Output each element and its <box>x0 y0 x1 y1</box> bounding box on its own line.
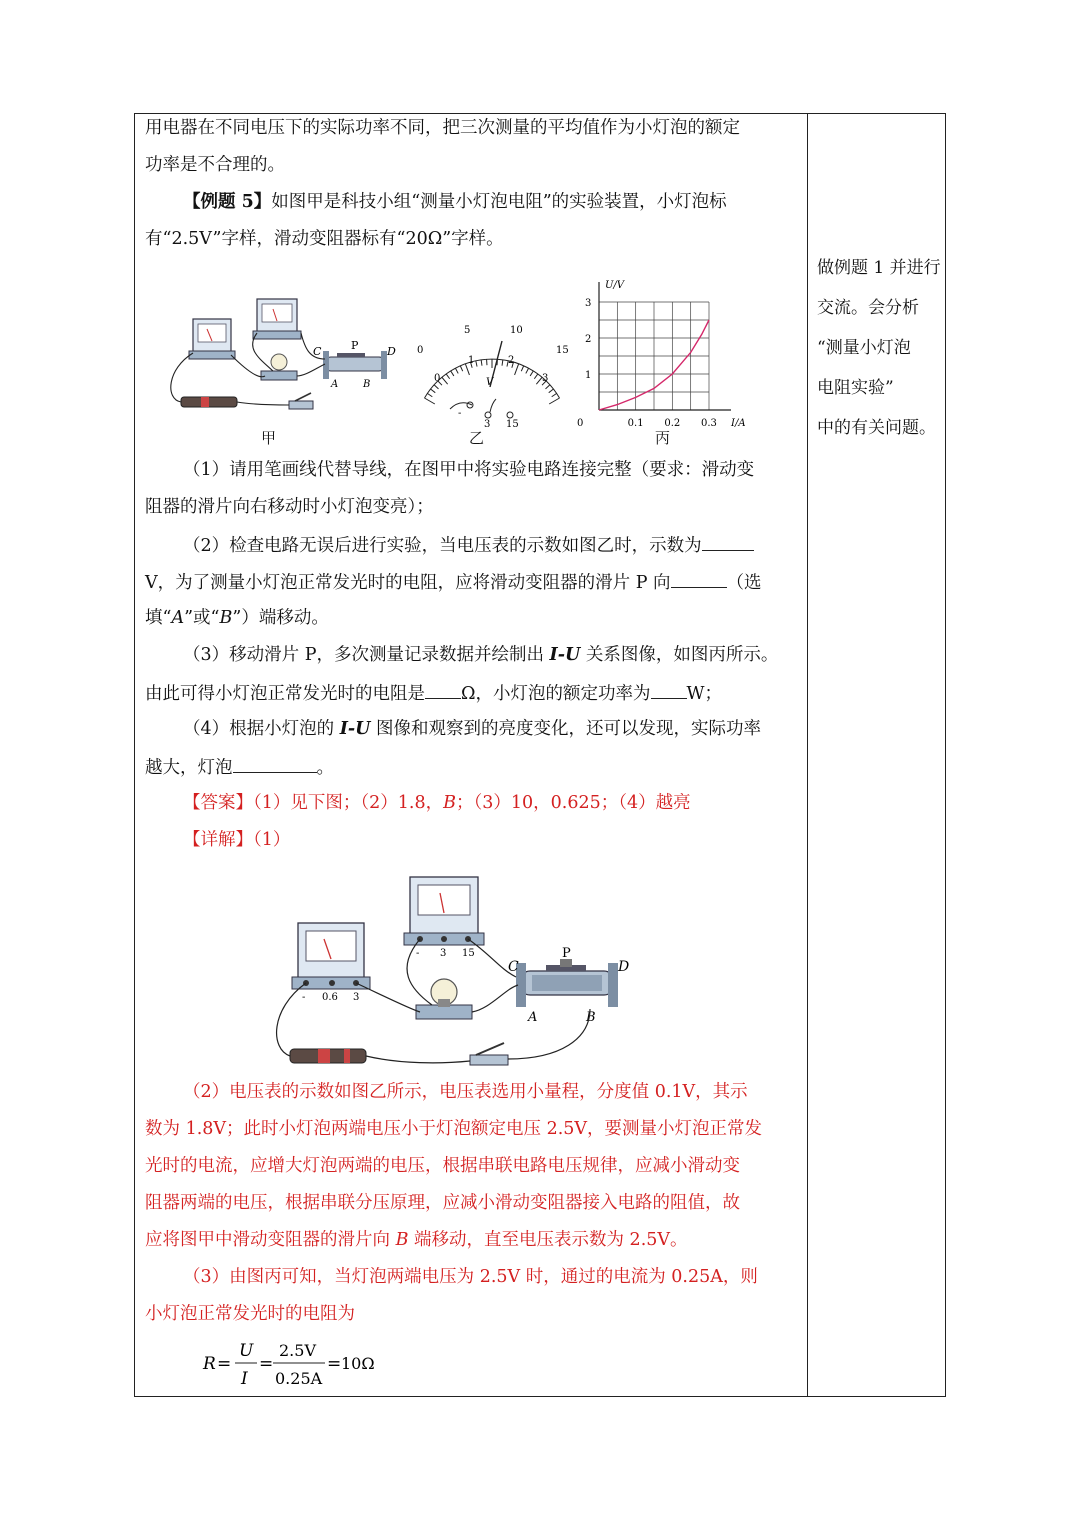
wire <box>297 364 325 376</box>
y-tick-label: 2 <box>585 334 592 345</box>
battery-icon <box>181 397 237 407</box>
label-c: C <box>313 345 322 358</box>
dial-tick <box>431 389 436 393</box>
content-table <box>134 113 946 1397</box>
text-span: （2）检查电路无误后进行实验，当电压表的示数如图乙时，示数为 <box>183 536 702 556</box>
answer-line <box>183 791 691 815</box>
dial-tick <box>549 398 559 404</box>
text-span: （4）根据小灯泡的 <box>183 719 340 739</box>
ammeter-terminal: 0.6 <box>322 992 338 1003</box>
text-span: Ω，小灯泡的额定功率为 <box>461 684 651 704</box>
text-span: 端移动，直至电压表示数为 2.5V。 <box>408 1230 688 1250</box>
text-span: A <box>171 608 185 628</box>
label-p: P <box>562 946 571 961</box>
text-span: （1）见下图；（2）1.8， <box>253 793 444 813</box>
answer-blank[interactable] <box>702 532 754 551</box>
label-c: C <box>508 959 519 975</box>
dial-tick <box>549 389 554 393</box>
explain-3-line: （3）由图丙可知，当灯泡两端电压为 2.5V 时，通过的电流为 0.25A，则 <box>183 1267 758 1287</box>
dial-tick <box>515 364 519 375</box>
dial-tick <box>434 385 438 389</box>
wire <box>171 353 193 402</box>
dial-tick <box>526 368 529 373</box>
formula-i: I <box>241 1369 248 1389</box>
side-line: 中的有关问题。 <box>817 418 936 438</box>
voltmeter-icon <box>253 299 301 339</box>
y-tick-label: 3 <box>585 298 592 309</box>
dial-tick <box>546 385 550 389</box>
dial-tick <box>534 374 538 379</box>
dial-tick <box>455 368 458 373</box>
label-a: A <box>331 379 339 390</box>
bulb-icon <box>261 354 297 380</box>
top-scale-0: 0 <box>417 345 424 356</box>
ammeter-terminal: - <box>302 992 306 1003</box>
ammeter-icon <box>292 923 370 989</box>
dial-tick <box>451 371 454 376</box>
text-span: 应将图甲中滑动变阻器的滑片向 <box>145 1230 396 1250</box>
formula-result: 10Ω <box>341 1354 375 1373</box>
answer-blank[interactable] <box>425 680 461 699</box>
explain-2-line: 阻器两端的电压，根据串联分压原理，应减小滑动变阻器接入电路的阻值，故 <box>145 1193 740 1213</box>
iu-chart-bing <box>575 262 765 432</box>
y-tick-label: 1 <box>585 370 592 381</box>
dial-tick <box>521 366 523 371</box>
label-b: B <box>363 379 371 390</box>
question-4 <box>183 717 761 741</box>
example-heading <box>183 190 727 214</box>
wire <box>508 1009 590 1059</box>
text-line <box>145 569 762 595</box>
switch-icon <box>289 393 313 409</box>
dial-tick <box>502 360 503 366</box>
voltmeter-icon <box>404 877 484 945</box>
dial-tick <box>530 371 533 376</box>
explain-2-line <box>145 1228 688 1252</box>
dial-tick <box>427 393 432 396</box>
y-axis-label: U/V <box>605 280 625 291</box>
chart-grid <box>599 302 709 410</box>
dial-tick <box>476 361 477 367</box>
text-span: I-U <box>549 645 581 665</box>
terminal-3: 3 <box>484 419 491 429</box>
text-span: ；（3）10，0.625；（4）越亮 <box>455 793 691 813</box>
x-tick-label: 0.1 <box>627 418 644 429</box>
text-span: 由此可得小灯泡正常发光时的电阻是 <box>145 684 425 704</box>
side-line: 做例题 1 并进行 <box>817 258 941 278</box>
terminal-circle <box>485 412 491 418</box>
text-span: W； <box>686 684 723 704</box>
side-line: “测量小灯泡 <box>817 338 911 358</box>
label-d: D <box>387 345 396 358</box>
text-span: B <box>219 608 233 628</box>
answer-tag: 【答案】 <box>183 793 253 813</box>
text-line: 功率是不合理的。 <box>145 155 285 175</box>
dial-tick <box>442 377 448 384</box>
dial-tick <box>460 366 462 371</box>
text-span: 关系图像，如图丙所示。 <box>580 645 779 665</box>
question-3 <box>183 643 778 667</box>
answer-blank[interactable] <box>233 754 317 773</box>
text-line <box>145 754 334 780</box>
example-tag: 【例题 5】 <box>183 192 272 212</box>
bottom-scale-1: 1 <box>468 355 475 366</box>
dial-tick <box>424 398 434 404</box>
ammeter-terminal: 3 <box>353 992 360 1003</box>
text-span: V，为了测量小灯泡正常发光时的电阻，应将滑动变阻器的滑片 P 向 <box>145 573 671 593</box>
completed-circuit-figure <box>260 859 630 1071</box>
text-span: 。 <box>316 758 334 778</box>
x-tick-label: 0.3 <box>701 418 717 429</box>
rheostat-icon <box>516 959 618 1007</box>
text-span: （3）移动滑片 P，多次测量记录数据并绘制出 <box>183 645 550 665</box>
text-span: 越大，灯泡 <box>145 758 233 778</box>
explain-2-line: 数为 1.8V；此时小灯泡两端电压小于灯泡额定电压 2.5V，要测量小灯泡正常发 <box>145 1119 763 1139</box>
formula-eq: = <box>259 1354 274 1374</box>
text-span: （选 <box>726 573 762 593</box>
explain-2-line: （2）电压表的示数如图乙所示，电压表选用小量程，分度值 0.1V，其示 <box>183 1082 748 1102</box>
column-divider <box>807 114 808 1396</box>
detail-tag: 【详解】 <box>183 830 253 850</box>
x-axis-label: I/A <box>731 418 746 429</box>
text-span: I-U <box>339 719 371 739</box>
meter-unit: V <box>486 377 494 388</box>
dial-tick <box>552 393 557 396</box>
text-line <box>145 606 329 630</box>
figure-label-jia: 甲 <box>261 429 277 447</box>
text-span: （1） <box>253 830 291 850</box>
text-line: 有“2.5V”字样，滑动变阻器标有“20Ω”字样。 <box>145 229 504 249</box>
bottom-scale-3: 3 <box>542 373 549 384</box>
meter-wire <box>490 399 496 412</box>
side-line: 电阻实验” <box>817 378 894 398</box>
formula-den: 0.25A <box>275 1369 323 1388</box>
side-line: 交流。会分析 <box>817 298 919 318</box>
top-scale-15: 15 <box>556 345 569 356</box>
voltmeter-dial-yi <box>410 319 575 429</box>
battery-icon <box>290 1049 366 1063</box>
explain-2-line: 光时的电流，应增大灯泡两端的电压，根据串联电路电压规律，应减小滑动变 <box>145 1156 740 1176</box>
ammeter-icon <box>189 319 235 359</box>
figure-label-yi: 乙 <box>469 429 485 447</box>
text-line: 阻器的滑片向右移动时小灯泡变亮）； <box>145 497 434 517</box>
top-scale-5: 5 <box>464 325 471 336</box>
terminal-minus: - <box>458 408 462 419</box>
example-text: 如图甲是科技小组“测量小灯泡电阻”的实验装置，小灯泡标 <box>271 192 727 212</box>
resistance-formula <box>201 1336 401 1394</box>
text-line: 用电器在不同电压下的实际功率不同，把三次测量的平均值作为小灯泡的额定 <box>145 118 740 138</box>
x-tick-label: 0.2 <box>664 418 681 429</box>
text-line <box>145 680 722 706</box>
label-d: D <box>618 959 630 975</box>
dial-tick <box>481 360 482 366</box>
terminal-15: 15 <box>506 419 519 429</box>
answer-blank[interactable] <box>651 680 687 699</box>
circuit-figure-jia <box>165 279 415 419</box>
label-b: B <box>586 1010 596 1025</box>
voltmeter-terminal: 15 <box>462 948 475 959</box>
wire <box>237 402 289 405</box>
rheostat-icon <box>323 351 387 379</box>
figure-label-bing: 丙 <box>655 429 671 447</box>
formula-eq: = <box>327 1354 342 1374</box>
terminal-circle <box>507 412 513 418</box>
text-span: 图像和观察到的亮度变化，还可以发现，实际功率 <box>370 719 761 739</box>
question-2 <box>183 532 754 558</box>
text-span: B <box>443 793 456 813</box>
explain-3-line: 小灯泡正常发光时的电阻为 <box>145 1304 355 1324</box>
formula-num: 2.5V <box>279 1341 316 1360</box>
wire <box>366 1056 470 1063</box>
text-span: B <box>395 1230 409 1250</box>
side-column <box>817 248 941 448</box>
formula-eq: = <box>217 1354 232 1374</box>
text-span: ”或“ <box>184 608 220 628</box>
answer-blank[interactable] <box>671 569 727 588</box>
top-scale-10: 10 <box>510 325 523 336</box>
text-span: 填“ <box>145 608 172 628</box>
detail-line <box>183 828 290 852</box>
text-span: ”）端移动。 <box>232 608 329 628</box>
wire <box>407 939 432 1005</box>
bottom-scale-2: 2 <box>508 355 515 366</box>
switch-icon <box>470 1043 508 1065</box>
voltmeter-terminal: - <box>416 948 420 959</box>
label-p: P <box>351 339 359 352</box>
question-1: （1）请用笔画线代替导线，在图甲中将实验电路连接完整（要求：滑动变 <box>183 460 755 480</box>
wire <box>356 983 420 1012</box>
bottom-scale-0: 0 <box>434 373 441 384</box>
x-tick-label: 0 <box>577 418 584 429</box>
dial-tick <box>446 374 450 379</box>
formula-u: U <box>239 1341 254 1361</box>
label-a: A <box>528 1010 538 1025</box>
voltmeter-terminal: 3 <box>440 948 447 959</box>
formula-r: R <box>203 1354 216 1374</box>
wire <box>472 985 518 1012</box>
